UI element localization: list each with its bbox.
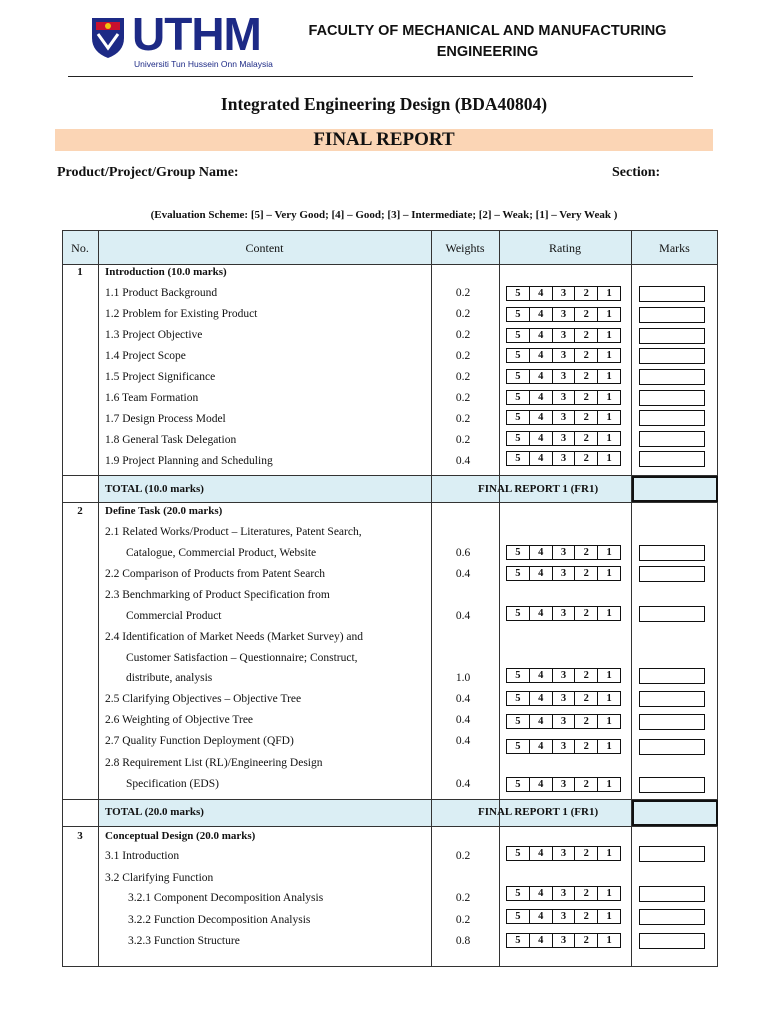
rating-option-2[interactable]: 2 (574, 715, 597, 728)
rating-option-4[interactable]: 4 (529, 778, 552, 791)
rating-option-3[interactable]: 3 (552, 740, 575, 753)
logo-subtext: Universiti Tun Hussein Onn Malaysia (134, 59, 273, 69)
rating-scale[interactable] (506, 307, 621, 322)
rating-option-5[interactable]: 5 (515, 371, 521, 382)
rating-scale[interactable] (506, 390, 621, 405)
rating-option-1[interactable]: 1 (597, 546, 620, 559)
rating-option-5[interactable]: 5 (515, 848, 521, 859)
rating-option-2[interactable]: 2 (574, 452, 597, 465)
criterion-label: 3.2.2 Function Decomposition Analysis (128, 914, 311, 926)
rating-option-3[interactable]: 3 (552, 778, 575, 791)
rating-option-1[interactable]: 1 (597, 887, 620, 900)
rating-option-3[interactable]: 3 (552, 432, 575, 445)
marks-input-box[interactable] (639, 369, 705, 385)
criterion-label: 2.1 Related Works/Product – Literatures, Patent Search, (105, 526, 362, 538)
rating-option-3[interactable]: 3 (552, 847, 575, 860)
section-title: Conceptual Design (20.0 marks) (105, 830, 256, 842)
rating-option-2[interactable]: 2 (574, 567, 597, 580)
rating-option-5[interactable]: 5 (515, 309, 521, 320)
rating-option-5[interactable]: 5 (515, 693, 521, 704)
criterion-label: 2.3 Benchmarking of Product Specification from (105, 589, 330, 601)
section-no: 1 (77, 266, 83, 278)
criterion-weight: 0.2 (455, 914, 471, 926)
rating-option-2[interactable]: 2 (574, 669, 597, 682)
rating-option-2[interactable]: 2 (574, 370, 597, 383)
rating-option-5[interactable]: 5 (515, 350, 521, 361)
rating-option-2[interactable]: 2 (574, 411, 597, 424)
marks-input-box[interactable] (639, 307, 705, 323)
rating-scale[interactable] (506, 348, 621, 363)
faculty-title (290, 21, 685, 63)
marks-input-box[interactable] (639, 933, 705, 949)
rating-option-5[interactable]: 5 (515, 568, 521, 579)
rating-option-4[interactable]: 4 (529, 715, 552, 728)
course-title: Integrated Engineering Design (BDA40804) (220, 94, 548, 114)
rating-scale[interactable] (506, 410, 621, 425)
rating-option-5[interactable]: 5 (515, 741, 521, 752)
row-divider (62, 502, 718, 503)
rating-option-3[interactable]: 3 (552, 910, 575, 923)
criterion-weight: 0.4 (455, 610, 471, 622)
product-name-label: Product/Project/Group Name: (57, 165, 239, 180)
section-no: 3 (77, 830, 83, 842)
criterion-weight: 0.4 (455, 568, 471, 580)
criterion-label: 3.2.3 Function Structure (128, 935, 240, 947)
rating-option-5[interactable]: 5 (515, 433, 521, 444)
marks-input-box[interactable] (639, 328, 705, 344)
marks-input-box[interactable] (639, 451, 705, 467)
rating-option-1[interactable]: 1 (597, 432, 620, 445)
rating-scale[interactable] (506, 909, 621, 924)
rating-option-5[interactable]: 5 (515, 935, 521, 946)
uthm-logo (88, 8, 278, 70)
rating-option-1[interactable]: 1 (597, 567, 620, 580)
rating-option-1[interactable]: 1 (597, 391, 620, 404)
rating-option-3[interactable]: 3 (552, 452, 575, 465)
rating-option-1[interactable]: 1 (597, 778, 620, 791)
criterion-weight: 0.2 (455, 329, 471, 341)
rating-scale[interactable] (506, 691, 621, 706)
criterion-weight: 0.4 (455, 455, 471, 467)
criterion-weight: 0.2 (455, 287, 471, 299)
criterion-weight: 0.4 (455, 714, 471, 726)
rating-option-1[interactable]: 1 (597, 740, 620, 753)
rating-option-3[interactable]: 3 (552, 370, 575, 383)
rating-option-3[interactable]: 3 (552, 887, 575, 900)
rating-option-3[interactable]: 3 (552, 411, 575, 424)
report-title-banner: FINAL REPORT (55, 129, 713, 151)
rating-scale[interactable] (506, 777, 621, 792)
criterion-label-cont: distribute, analysis (126, 672, 213, 684)
rating-option-3[interactable]: 3 (552, 329, 575, 342)
marks-input-box[interactable] (639, 777, 705, 793)
criterion-label: 3.1 Introduction (105, 850, 180, 862)
col-divider (631, 230, 632, 967)
criterion-label-cont: Commercial Product (126, 610, 222, 622)
rating-option-5[interactable]: 5 (515, 453, 521, 464)
rating-option-2[interactable]: 2 (574, 287, 597, 300)
criterion-label: 2.4 Identification of Market Needs (Market Survey) and (105, 631, 364, 643)
marks-input-box[interactable] (639, 846, 705, 862)
section-label: Section: (612, 165, 661, 180)
row-divider (62, 264, 718, 265)
rating-option-5[interactable]: 5 (515, 288, 521, 299)
rating-option-4[interactable]: 4 (529, 411, 552, 424)
rating-option-1[interactable]: 1 (597, 934, 620, 947)
criterion-label: 3.2 Clarifying Function (105, 872, 214, 884)
marks-input-box[interactable] (639, 286, 705, 302)
marks-input-box[interactable] (639, 886, 705, 902)
rating-option-5[interactable]: 5 (515, 412, 521, 423)
rating-option-5[interactable]: 5 (515, 779, 521, 790)
rating-option-4[interactable]: 4 (529, 370, 552, 383)
rating-option-1[interactable]: 1 (597, 910, 620, 923)
rating-option-1[interactable]: 1 (597, 847, 620, 860)
row-divider (62, 475, 718, 476)
rating-option-3[interactable]: 3 (552, 715, 575, 728)
criterion-weight: 0.2 (455, 892, 471, 904)
rating-scale[interactable] (506, 846, 621, 861)
logo-wordmark: UTHM (132, 8, 261, 60)
criterion-weight: 0.2 (455, 350, 471, 362)
total-label: TOTAL (20.0 marks) (105, 806, 204, 818)
criterion-weight: 0.4 (455, 735, 471, 747)
rating-option-1[interactable]: 1 (597, 308, 620, 321)
rating-option-5[interactable]: 5 (515, 716, 521, 727)
rating-option-4[interactable]: 4 (529, 308, 552, 321)
rating-option-5[interactable]: 5 (515, 330, 521, 341)
rating-option-3[interactable]: 3 (552, 669, 575, 682)
rating-option-4[interactable]: 4 (529, 349, 552, 362)
criterion-label: 1.7 Design Process Model (105, 413, 226, 425)
rating-option-5[interactable]: 5 (515, 547, 521, 558)
marks-input-box[interactable] (639, 739, 705, 755)
criterion-label: 1.8 General Task Delegation (105, 434, 237, 446)
section-title: Introduction (10.0 marks) (105, 266, 227, 278)
header-content: Content (245, 241, 284, 255)
rating-option-3[interactable]: 3 (552, 692, 575, 705)
rating-scale[interactable] (506, 545, 621, 560)
criterion-label: 2.6 Weighting of Objective Tree (105, 714, 254, 726)
rating-option-1[interactable]: 1 (597, 452, 620, 465)
rating-option-4[interactable]: 4 (529, 847, 552, 860)
marks-input-box[interactable] (639, 566, 705, 582)
header-no: No. (71, 241, 89, 255)
criterion-label: 1.3 Project Objective (105, 329, 203, 341)
rating-option-4[interactable]: 4 (529, 934, 552, 947)
col-divider (98, 230, 99, 967)
rating-scale[interactable] (506, 286, 621, 301)
rating-option-4[interactable]: 4 (529, 740, 552, 753)
marks-input-box[interactable] (639, 606, 705, 622)
criterion-label: 2.7 Quality Function Deployment (QFD) (105, 735, 294, 747)
rating-option-2[interactable]: 2 (574, 910, 597, 923)
rating-option-2[interactable]: 2 (574, 308, 597, 321)
final-report-label: FINAL REPORT 1 (FR1) (478, 806, 599, 818)
rating-option-1[interactable]: 1 (597, 411, 620, 424)
rating-option-3[interactable]: 3 (552, 567, 575, 580)
rating-option-2[interactable]: 2 (574, 432, 597, 445)
rating-scale[interactable] (506, 886, 621, 901)
rating-option-4[interactable]: 4 (529, 391, 552, 404)
criterion-weight: 0.4 (455, 778, 471, 790)
rating-option-2[interactable]: 2 (574, 887, 597, 900)
rating-option-2[interactable]: 2 (574, 546, 597, 559)
rating-option-4[interactable]: 4 (529, 567, 552, 580)
criterion-label: 3.2.1 Component Decomposition Analysis (128, 892, 324, 904)
rating-option-5[interactable]: 5 (515, 608, 521, 619)
criterion-label: 2.2 Comparison of Products from Patent Search (105, 568, 326, 580)
rating-scale[interactable] (506, 451, 621, 466)
row-divider (62, 826, 718, 827)
rating-scale[interactable] (506, 714, 621, 729)
criterion-label-cont: Catalogue, Commercial Product, Website (126, 547, 317, 559)
rating-option-3[interactable]: 3 (552, 391, 575, 404)
rating-option-1[interactable]: 1 (597, 370, 620, 383)
row-divider (62, 799, 718, 800)
rating-option-1[interactable]: 1 (597, 287, 620, 300)
rating-option-5[interactable]: 5 (515, 392, 521, 403)
criterion-weight: 0.2 (455, 308, 471, 320)
total-label: TOTAL (10.0 marks) (105, 483, 204, 495)
total-marks-box[interactable] (632, 800, 718, 826)
rating-option-1[interactable]: 1 (597, 692, 620, 705)
rating-option-2[interactable]: 2 (574, 349, 597, 362)
marks-input-box[interactable] (639, 390, 705, 406)
rating-option-4[interactable]: 4 (529, 607, 552, 620)
criterion-label: 1.9 Project Planning and Scheduling (105, 455, 273, 467)
rating-option-5[interactable]: 5 (515, 911, 521, 922)
criterion-label: 1.2 Problem for Existing Product (105, 308, 258, 320)
rating-option-3[interactable]: 3 (552, 308, 575, 321)
rating-option-5[interactable]: 5 (515, 670, 521, 681)
marks-input-box[interactable] (639, 348, 705, 364)
rating-option-2[interactable]: 2 (574, 391, 597, 404)
criterion-label-cont: Specification (EDS) (126, 778, 219, 790)
rating-option-4[interactable]: 4 (529, 692, 552, 705)
rating-scale[interactable] (506, 369, 621, 384)
marks-input-box[interactable] (639, 668, 705, 684)
section-title: Define Task (20.0 marks) (105, 505, 223, 517)
rating-option-2[interactable]: 2 (574, 607, 597, 620)
rating-option-4[interactable]: 4 (529, 452, 552, 465)
marks-input-box[interactable] (639, 691, 705, 707)
rating-scale[interactable] (506, 606, 621, 621)
total-marks-box[interactable] (632, 476, 718, 502)
criterion-label: 2.5 Clarifying Objectives – Objective Tree (105, 693, 302, 705)
rating-option-2[interactable]: 2 (574, 934, 597, 947)
rating-option-1[interactable]: 1 (597, 669, 620, 682)
header-divider (68, 76, 693, 77)
rating-option-3[interactable]: 3 (552, 607, 575, 620)
criterion-label: 1.5 Project Significance (105, 371, 216, 383)
criterion-label-cont: Customer Satisfaction – Questionnaire; Construct, (126, 652, 358, 664)
col-divider (499, 230, 500, 967)
rating-option-1[interactable]: 1 (597, 607, 620, 620)
criterion-weight: 0.2 (455, 850, 471, 862)
rating-scale[interactable] (506, 739, 621, 754)
rating-scale[interactable] (506, 668, 621, 683)
faculty-line-1: FACULTY OF MECHANICAL AND MANUFACTURING (308, 23, 667, 39)
rating-option-3[interactable]: 3 (552, 287, 575, 300)
marks-input-box[interactable] (639, 909, 705, 925)
rating-option-2[interactable]: 2 (574, 692, 597, 705)
rating-option-2[interactable]: 2 (574, 740, 597, 753)
rating-option-3[interactable]: 3 (552, 934, 575, 947)
criterion-weight: 0.2 (455, 392, 471, 404)
criterion-weight: 0.2 (455, 413, 471, 425)
criterion-label: 1.4 Project Scope (105, 350, 186, 362)
rating-option-2[interactable]: 2 (574, 329, 597, 342)
rating-option-1[interactable]: 1 (597, 329, 620, 342)
criterion-weight: 0.6 (455, 547, 471, 559)
criterion-weight: 0.2 (455, 434, 471, 446)
criterion-weight: 0.4 (455, 693, 471, 705)
header-marks: Marks (659, 241, 690, 255)
rating-option-4[interactable]: 4 (529, 287, 552, 300)
col-divider (431, 230, 432, 967)
criterion-label: 1.1 Product Background (105, 287, 218, 299)
rating-option-4[interactable]: 4 (529, 329, 552, 342)
rating-option-4[interactable]: 4 (529, 546, 552, 559)
shield-icon (88, 14, 128, 60)
criterion-weight: 0.2 (455, 371, 471, 383)
rating-option-4[interactable]: 4 (529, 887, 552, 900)
header-weights: Weights (445, 241, 485, 255)
rating-option-2[interactable]: 2 (574, 778, 597, 791)
marks-input-box[interactable] (639, 410, 705, 426)
rating-scale[interactable] (506, 328, 621, 343)
final-report-label: FINAL REPORT 1 (FR1) (478, 483, 599, 495)
evaluation-scheme: (Evaluation Scheme: [5] – Very Good; [4] – Good; [3] – Intermediate; [2] – Weak; [1] – Very Weak ) (150, 209, 618, 221)
rating-option-3[interactable]: 3 (552, 546, 575, 559)
rating-option-5[interactable]: 5 (515, 888, 521, 899)
section-no: 2 (77, 505, 83, 517)
rating-option-3[interactable]: 3 (552, 349, 575, 362)
rating-scale[interactable] (506, 566, 621, 581)
marks-input-box[interactable] (639, 431, 705, 447)
rating-option-1[interactable]: 1 (597, 715, 620, 728)
criterion-weight: 0.8 (455, 935, 471, 947)
header-rating: Rating (549, 241, 581, 255)
marks-input-box[interactable] (639, 545, 705, 561)
rating-option-1[interactable]: 1 (597, 349, 620, 362)
criterion-weight: 1.0 (455, 672, 471, 684)
marks-input-box[interactable] (639, 714, 705, 730)
rating-option-4[interactable]: 4 (529, 432, 552, 445)
rating-scale[interactable] (506, 933, 621, 948)
criterion-label: 2.8 Requirement List (RL)/Engineering Design (105, 757, 323, 769)
rating-option-4[interactable]: 4 (529, 669, 552, 682)
rating-option-2[interactable]: 2 (574, 847, 597, 860)
rating-option-4[interactable]: 4 (529, 910, 552, 923)
criterion-label: 1.6 Team Formation (105, 392, 199, 404)
rating-scale[interactable] (506, 431, 621, 446)
faculty-line-2: ENGINEERING (436, 44, 539, 60)
